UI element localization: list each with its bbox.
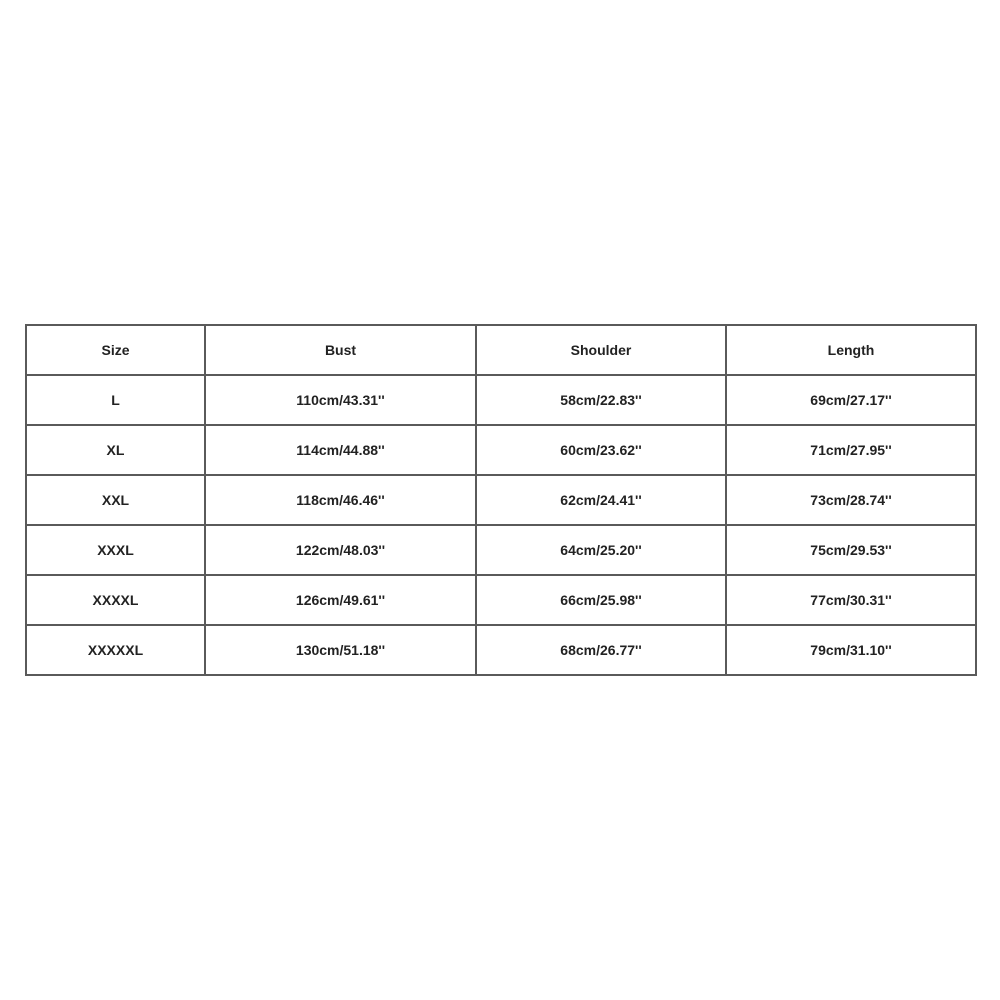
cell-size: XXXXXL: [26, 625, 205, 675]
cell-length: 75cm/29.53'': [726, 525, 976, 575]
table-row: [26, 375, 976, 425]
cell-bust: 130cm/51.18'': [205, 625, 476, 675]
cell-length: 71cm/27.95'': [726, 425, 976, 475]
cell-bust: 114cm/44.88'': [205, 425, 476, 475]
cell-bust: 118cm/46.46'': [205, 475, 476, 525]
cell-length: 77cm/30.31'': [726, 575, 976, 625]
cell-size: XXXL: [26, 525, 205, 575]
header-length: Length: [726, 325, 976, 375]
cell-shoulder: 62cm/24.41'': [476, 475, 726, 525]
cell-size: XXL: [26, 475, 205, 525]
cell-length: 79cm/31.10'': [726, 625, 976, 675]
cell-size: L: [26, 375, 205, 425]
cell-shoulder: 60cm/23.62'': [476, 425, 726, 475]
table-header-row: [26, 325, 976, 375]
cell-shoulder: 68cm/26.77'': [476, 625, 726, 675]
table-row: [26, 575, 976, 625]
cell-bust: 110cm/43.31'': [205, 375, 476, 425]
table-row: [26, 475, 976, 525]
cell-length: 73cm/28.74'': [726, 475, 976, 525]
cell-bust: 122cm/48.03'': [205, 525, 476, 575]
cell-shoulder: 66cm/25.98'': [476, 575, 726, 625]
table-row: [26, 425, 976, 475]
table-row: [26, 625, 976, 675]
cell-size: XXXXL: [26, 575, 205, 625]
size-chart: [25, 324, 975, 675]
cell-length: 69cm/27.17'': [726, 375, 976, 425]
cell-size: XL: [26, 425, 205, 475]
size-chart-table: [25, 324, 977, 676]
cell-shoulder: 58cm/22.83'': [476, 375, 726, 425]
cell-shoulder: 64cm/25.20'': [476, 525, 726, 575]
table-row: [26, 525, 976, 575]
header-bust: Bust: [205, 325, 476, 375]
header-size: Size: [26, 325, 205, 375]
header-shoulder: Shoulder: [476, 325, 726, 375]
cell-bust: 126cm/49.61'': [205, 575, 476, 625]
